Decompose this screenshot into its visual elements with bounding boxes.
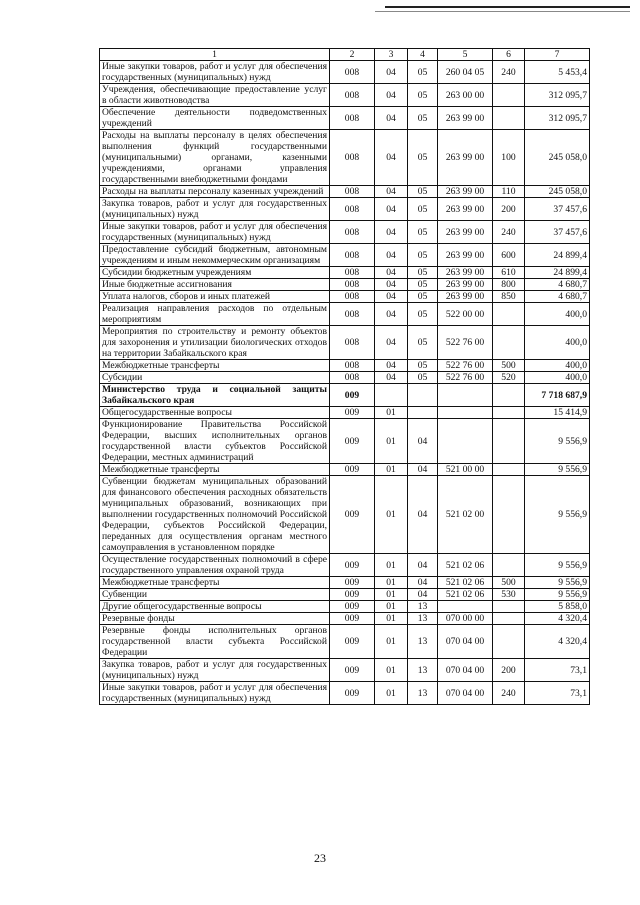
table-row <box>100 682 590 705</box>
ministry-code: 008 <box>330 360 375 372</box>
amount: 312 095,7 <box>525 84 590 107</box>
expense-type-code <box>493 464 525 476</box>
target-article-code: 263 99 00 <box>438 186 493 198</box>
ministry-code: 008 <box>330 107 375 130</box>
subsection-code <box>408 384 438 407</box>
expense-type-code: 240 <box>493 682 525 705</box>
section-code: 04 <box>375 360 408 372</box>
section-code: 01 <box>375 601 408 613</box>
section-code: 04 <box>375 244 408 267</box>
item-name: Закупка товаров, работ и услуг для государственных (муниципальных) нужд <box>100 198 330 221</box>
expense-type-code <box>493 601 525 613</box>
amount: 245 058,0 <box>525 186 590 198</box>
table-row <box>100 303 590 326</box>
section-code: 01 <box>375 464 408 476</box>
expense-type-code: 110 <box>493 186 525 198</box>
table-row <box>100 221 590 244</box>
amount: 24 899,4 <box>525 244 590 267</box>
expense-type-code <box>493 407 525 419</box>
table-row <box>100 279 590 291</box>
section-code: 01 <box>375 577 408 589</box>
ministry-code: 008 <box>330 84 375 107</box>
target-article-code: 070 00 00 <box>438 613 493 625</box>
amount: 7 718 687,9 <box>525 384 590 407</box>
column-number: 5 <box>438 49 493 61</box>
item-name: Межбюджетные трансферты <box>100 577 330 589</box>
table-row <box>100 476 590 554</box>
target-article-code: 263 99 00 <box>438 291 493 303</box>
expense-type-code: 850 <box>493 291 525 303</box>
expense-type-code: 800 <box>493 279 525 291</box>
column-number: 7 <box>525 49 590 61</box>
ministry-code: 009 <box>330 577 375 589</box>
section-code: 04 <box>375 326 408 360</box>
table-row <box>100 198 590 221</box>
ministry-code: 009 <box>330 613 375 625</box>
amount: 73,1 <box>525 659 590 682</box>
amount: 400,0 <box>525 303 590 326</box>
subsection-code: 05 <box>408 326 438 360</box>
column-number: 6 <box>493 49 525 61</box>
expense-type-code <box>493 384 525 407</box>
expense-type-code: 530 <box>493 589 525 601</box>
ministry-code: 008 <box>330 130 375 186</box>
target-article-code <box>438 407 493 419</box>
target-article-code: 521 02 06 <box>438 577 493 589</box>
amount: 24 899,4 <box>525 267 590 279</box>
target-article-code: 070 04 00 <box>438 682 493 705</box>
item-name: Резервные фонды <box>100 613 330 625</box>
ministry-code: 009 <box>330 554 375 577</box>
target-article-code: 263 99 00 <box>438 198 493 221</box>
section-code: 01 <box>375 625 408 659</box>
target-article-code: 070 04 00 <box>438 659 493 682</box>
table-row <box>100 384 590 407</box>
column-number: 1 <box>100 49 330 61</box>
subsection-code: 05 <box>408 372 438 384</box>
table-row <box>100 61 590 84</box>
expense-type-code: 100 <box>493 130 525 186</box>
table-row <box>100 554 590 577</box>
ministry-code: 008 <box>330 279 375 291</box>
item-name: Расходы на выплаты персоналу казенных учреждений <box>100 186 330 198</box>
ministry-code: 009 <box>330 419 375 464</box>
item-name: Осуществление государственных полномочий в сфере государственного управления охраной труда <box>100 554 330 577</box>
amount: 5 858,0 <box>525 601 590 613</box>
header-rule <box>385 6 630 8</box>
expense-type-code <box>493 554 525 577</box>
table-row <box>100 84 590 107</box>
item-name: Расходы на выплаты персоналу в целях обеспечения выполнения функций государственными (муниципальными) органами, казенными учреждениями, органами управления государственными внебюджетными фондами <box>100 130 330 186</box>
amount: 400,0 <box>525 326 590 360</box>
expense-type-code: 500 <box>493 577 525 589</box>
target-article-code: 521 02 00 <box>438 476 493 554</box>
ministry-code: 009 <box>330 589 375 601</box>
table-row <box>100 625 590 659</box>
table-body <box>100 61 590 705</box>
section-code: 01 <box>375 476 408 554</box>
section-code: 04 <box>375 291 408 303</box>
table-row <box>100 372 590 384</box>
section-code: 04 <box>375 84 408 107</box>
section-code: 04 <box>375 372 408 384</box>
amount: 9 556,9 <box>525 464 590 476</box>
subsection-code: 13 <box>408 613 438 625</box>
section-code: 04 <box>375 186 408 198</box>
target-article-code: 522 76 00 <box>438 326 493 360</box>
target-article-code <box>438 601 493 613</box>
table-row <box>100 464 590 476</box>
item-name: Закупка товаров, работ и услуг для государственных (муниципальных) нужд <box>100 659 330 682</box>
expense-type-code <box>493 326 525 360</box>
subsection-code: 05 <box>408 291 438 303</box>
section-code: 01 <box>375 419 408 464</box>
table-row <box>100 360 590 372</box>
amount: 9 556,9 <box>525 589 590 601</box>
ministry-code: 008 <box>330 326 375 360</box>
subsection-code: 04 <box>408 476 438 554</box>
ministry-code: 008 <box>330 267 375 279</box>
item-name: Иные бюджетные ассигнования <box>100 279 330 291</box>
item-name: Иные закупки товаров, работ и услуг для обеспечения государственных (муниципальных) нужд <box>100 221 330 244</box>
table-row <box>100 244 590 267</box>
section-code: 04 <box>375 107 408 130</box>
amount: 4 680,7 <box>525 279 590 291</box>
ministry-code: 009 <box>330 682 375 705</box>
amount: 400,0 <box>525 372 590 384</box>
target-article-code: 263 99 00 <box>438 221 493 244</box>
table-row <box>100 267 590 279</box>
subsection-code: 05 <box>408 221 438 244</box>
header-rule-thin <box>375 11 630 12</box>
target-article-code: 522 76 00 <box>438 372 493 384</box>
section-code: 04 <box>375 221 408 244</box>
item-name: Субвенции <box>100 589 330 601</box>
target-article-code <box>438 384 493 407</box>
ministry-code: 008 <box>330 303 375 326</box>
section-code: 04 <box>375 303 408 326</box>
item-name: Субсидии бюджетным учреждениям <box>100 267 330 279</box>
amount: 245 058,0 <box>525 130 590 186</box>
section-code: 01 <box>375 407 408 419</box>
item-name: Межбюджетные трансферты <box>100 360 330 372</box>
table-row <box>100 577 590 589</box>
expense-type-code: 600 <box>493 244 525 267</box>
item-name: Мероприятия по строительству и ремонту объектов для захоронения и утилизации биологических отходов на территории Забайкальского края <box>100 326 330 360</box>
amount: 9 556,9 <box>525 577 590 589</box>
section-code: 01 <box>375 589 408 601</box>
expense-type-code: 200 <box>493 659 525 682</box>
ministry-code: 008 <box>330 221 375 244</box>
expense-type-code: 610 <box>493 267 525 279</box>
amount: 400,0 <box>525 360 590 372</box>
subsection-code: 05 <box>408 360 438 372</box>
item-name: Иные закупки товаров, работ и услуг для обеспечения государственных (муниципальных) нужд <box>100 682 330 705</box>
subsection-code: 04 <box>408 464 438 476</box>
expense-type-code <box>493 419 525 464</box>
amount: 312 095,7 <box>525 107 590 130</box>
subsection-code: 04 <box>408 577 438 589</box>
column-number: 3 <box>375 49 408 61</box>
item-name: Учреждения, обеспечивающие предоставление услуг в области животноводства <box>100 84 330 107</box>
page-number: 23 <box>314 851 326 865</box>
amount: 9 556,9 <box>525 554 590 577</box>
subsection-code: 05 <box>408 130 438 186</box>
subsection-code: 05 <box>408 198 438 221</box>
subsection-code: 05 <box>408 186 438 198</box>
item-name: Функционирование Правительства Российской Федерации, высших исполнительных органов государственной власти субъектов Российской Федерации, местных администраций <box>100 419 330 464</box>
subsection-code: 05 <box>408 267 438 279</box>
section-code: 01 <box>375 613 408 625</box>
item-name: Другие общегосударственные вопросы <box>100 601 330 613</box>
amount: 5 453,4 <box>525 61 590 84</box>
column-number: 4 <box>408 49 438 61</box>
amount: 4 680,7 <box>525 291 590 303</box>
section-code: 01 <box>375 659 408 682</box>
table-row <box>100 186 590 198</box>
target-article-code: 263 99 00 <box>438 267 493 279</box>
target-article-code: 522 00 00 <box>438 303 493 326</box>
amount: 37 457,6 <box>525 221 590 244</box>
subsection-code: 04 <box>408 419 438 464</box>
section-code: 04 <box>375 198 408 221</box>
subsection-code: 05 <box>408 279 438 291</box>
target-article-code: 263 00 00 <box>438 84 493 107</box>
subsection-code: 04 <box>408 589 438 601</box>
target-article-code: 521 02 06 <box>438 589 493 601</box>
table-row <box>100 407 590 419</box>
ministry-code: 008 <box>330 244 375 267</box>
item-name: Резервные фонды исполнительных органов государственной власти субъекта Российской Федерации <box>100 625 330 659</box>
subsection-code: 13 <box>408 682 438 705</box>
ministry-code: 009 <box>330 407 375 419</box>
expense-type-code <box>493 476 525 554</box>
budget-table <box>99 48 590 705</box>
subsection-code: 13 <box>408 625 438 659</box>
section-code: 04 <box>375 130 408 186</box>
item-name: Уплата налогов, сборов и иных платежей <box>100 291 330 303</box>
table-row <box>100 107 590 130</box>
ministry-code: 009 <box>330 625 375 659</box>
ministry-code: 008 <box>330 372 375 384</box>
amount: 4 320,4 <box>525 613 590 625</box>
target-article-code: 521 00 00 <box>438 464 493 476</box>
amount: 9 556,9 <box>525 419 590 464</box>
target-article-code: 263 99 00 <box>438 107 493 130</box>
item-name: Предоставление субсидий бюджетным, автономным учреждениям и иным некоммерческим организациям <box>100 244 330 267</box>
table-row <box>100 291 590 303</box>
target-article-code: 521 02 06 <box>438 554 493 577</box>
table-row <box>100 601 590 613</box>
expense-type-code <box>493 625 525 659</box>
amount: 73,1 <box>525 682 590 705</box>
ministry-code: 009 <box>330 384 375 407</box>
target-article-code: 263 99 00 <box>438 130 493 186</box>
subsection-code: 04 <box>408 554 438 577</box>
table-row <box>100 589 590 601</box>
section-code: 01 <box>375 682 408 705</box>
section-code: 04 <box>375 61 408 84</box>
amount: 4 320,4 <box>525 625 590 659</box>
ministry-code: 009 <box>330 464 375 476</box>
item-name: Иные закупки товаров, работ и услуг для обеспечения государственных (муниципальных) нужд <box>100 61 330 84</box>
expense-type-code <box>493 107 525 130</box>
expense-type-code: 500 <box>493 360 525 372</box>
table-row <box>100 326 590 360</box>
amount: 37 457,6 <box>525 198 590 221</box>
expense-type-code <box>493 303 525 326</box>
target-article-code <box>438 419 493 464</box>
section-code: 04 <box>375 279 408 291</box>
amount: 15 414,9 <box>525 407 590 419</box>
subsection-code <box>408 407 438 419</box>
expense-type-code: 520 <box>493 372 525 384</box>
expense-type-code: 200 <box>493 198 525 221</box>
section-code: 04 <box>375 267 408 279</box>
column-number: 2 <box>330 49 375 61</box>
item-name: Межбюджетные трансферты <box>100 464 330 476</box>
ministry-code: 008 <box>330 61 375 84</box>
ministry-code: 008 <box>330 198 375 221</box>
expense-type-code: 240 <box>493 221 525 244</box>
item-name: Обеспечение деятельности подведомственных учреждений <box>100 107 330 130</box>
target-article-code: 263 99 00 <box>438 279 493 291</box>
expense-type-code <box>493 84 525 107</box>
ministry-code: 008 <box>330 186 375 198</box>
ministry-code: 009 <box>330 659 375 682</box>
subsection-code: 05 <box>408 107 438 130</box>
subsection-code: 05 <box>408 303 438 326</box>
target-article-code: 522 76 00 <box>438 360 493 372</box>
item-name: Министерство труда и социальной защиты Забайкальского края <box>100 384 330 407</box>
section-code: 01 <box>375 554 408 577</box>
table-row <box>100 130 590 186</box>
item-name: Субсидии <box>100 372 330 384</box>
subsection-code: 05 <box>408 61 438 84</box>
subsection-code: 05 <box>408 244 438 267</box>
item-name: Субвенции бюджетам муниципальных образований для финансового обеспечения расходных обязательств муниципальных образований, возникающих при выполнении государственных полномочий Российской Федерации, субъектов Российской Федерации, переданных для осуществления органам местного самоуправления в установленном порядке <box>100 476 330 554</box>
item-name: Реализация направления расходов по отдельным мероприятиям <box>100 303 330 326</box>
subsection-code: 05 <box>408 84 438 107</box>
table-row <box>100 419 590 464</box>
ministry-code: 008 <box>330 291 375 303</box>
table-row <box>100 659 590 682</box>
target-article-code: 263 99 00 <box>438 244 493 267</box>
table-row <box>100 613 590 625</box>
section-code <box>375 384 408 407</box>
subsection-code: 13 <box>408 659 438 682</box>
subsection-code: 13 <box>408 601 438 613</box>
ministry-code: 009 <box>330 601 375 613</box>
expense-type-code: 240 <box>493 61 525 84</box>
target-article-code: 260 04 05 <box>438 61 493 84</box>
item-name: Общегосударственные вопросы <box>100 407 330 419</box>
expense-type-code <box>493 613 525 625</box>
column-number-row <box>100 49 590 61</box>
ministry-code: 009 <box>330 476 375 554</box>
target-article-code: 070 04 00 <box>438 625 493 659</box>
amount: 9 556,9 <box>525 476 590 554</box>
